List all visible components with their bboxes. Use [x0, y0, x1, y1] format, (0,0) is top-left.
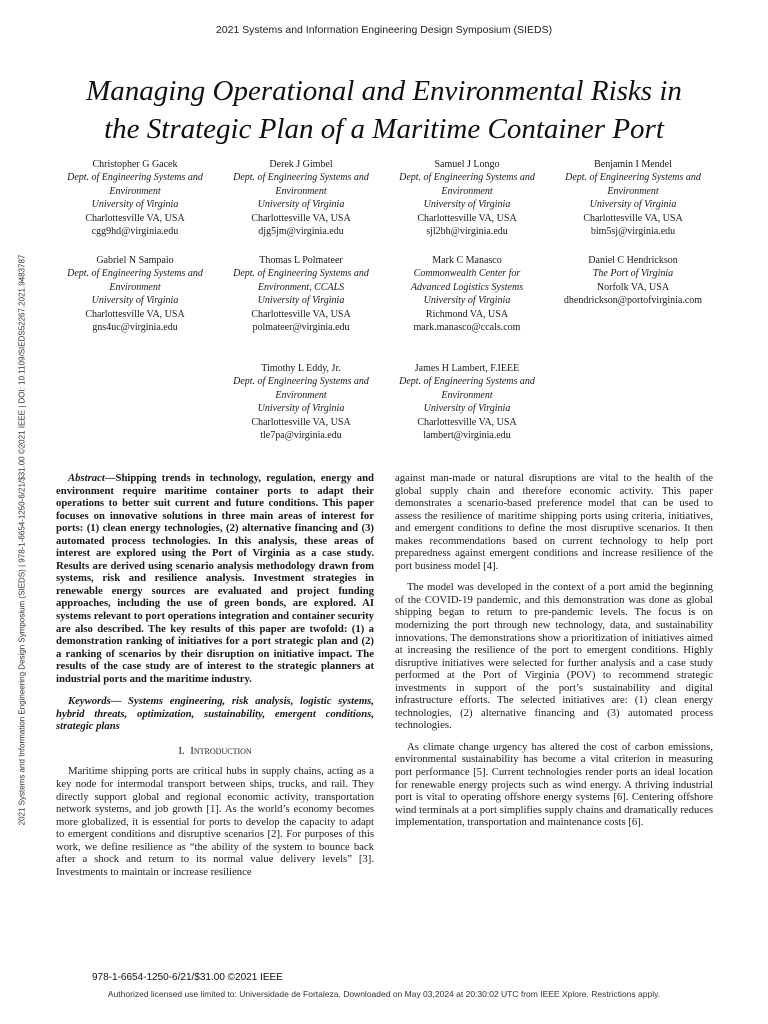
author-location: Charlottesville VA, USA — [251, 212, 351, 224]
author-email[interactable]: polmateer@virginia.edu — [252, 322, 350, 334]
author-email[interactable]: mark.manasco@ccals.com — [413, 322, 521, 334]
doi-sidebar-text: 2021 Systems and Information Engineering Design Symposium (SIEDS) | 978-1-6654-1250-6/21/$31.00 ©2021 IEEE | DOI: 10.1109/SIEDS52267.2021.9483787 — [17, 254, 27, 826]
author-affiliation: Commonwealth Center for — [413, 268, 521, 280]
paper-title — [40, 72, 728, 148]
author-location: Charlottesville VA, USA — [85, 212, 185, 224]
author-university: University of Virginia — [257, 403, 345, 415]
author-block — [382, 254, 552, 334]
author-name: Gabriel N Sampaio — [96, 255, 174, 266]
author-affiliation: Dept. of Engineering Systems and — [233, 172, 369, 184]
author-name: Thomas L Polmateer — [259, 255, 343, 266]
footer-copyright: 978-1-6654-1250-6/21/$31.00 ©2021 IEEE — [92, 972, 283, 983]
author-affiliation: Dept. of Engineering Systems and — [399, 376, 535, 388]
right-column — [395, 472, 713, 838]
author-affiliation: Environment — [441, 185, 493, 197]
footer-license: Authorized licensed use limited to: Universidade de Fortaleza. Downloaded on May 03,2024 at 20:30:02 UTC from IEEE Xplore. Restrictions apply. — [107, 989, 661, 999]
abstract — [56, 472, 374, 685]
author-block — [216, 254, 386, 334]
author-affiliation: Environment, CCALS — [257, 281, 345, 293]
author-affiliation: Dept. of Engineering Systems and — [233, 376, 369, 388]
author-block — [548, 254, 718, 308]
author-name: Derek J Gimbel — [269, 159, 333, 170]
author-block — [50, 158, 220, 238]
title-line-2: the Strategic Plan of a Maritime Container Port — [104, 113, 664, 145]
author-university: University of Virginia — [423, 403, 511, 415]
author-email[interactable]: sjl2bh@virginia.edu — [426, 226, 508, 238]
author-name: Timothy L Eddy, Jr. — [261, 363, 341, 374]
intro-paragraph: The model was developed in the context of a port amid the beginning of the COVID-19 pandemic, and this demonstration was done as global shipping began to return to pre-pandemic levels. The focus is on modernizing the port through new technology, data, and sustainability innovations. The demonstrations show a prioritization of initiatives aimed at increasing the resilience of the port to emergent conditions. Highly disruptive initiatives were selected for further analysis and a case study performed at the Port of Virginia (POV) to recommend strategic investments in support of the port’s sustainability and digital infrastructure efforts. The selected initiatives are: (1) clean energy technologies, (2) alternative financing and (3) automated process technologies. — [395, 581, 713, 732]
author-affiliation: Dept. of Engineering Systems and — [565, 172, 701, 184]
author-email[interactable]: djg5jm@virginia.edu — [258, 226, 344, 238]
author-university: University of Virginia — [91, 295, 179, 307]
author-block — [382, 158, 552, 238]
author-location: Charlottesville VA, USA — [251, 308, 351, 320]
author-email[interactable]: cgg9hd@virginia.edu — [91, 226, 179, 238]
author-location: Norfolk VA, USA — [596, 281, 670, 293]
author-email[interactable]: dhendrickson@portofvirginia.com — [563, 295, 703, 307]
author-location: Charlottesville VA, USA — [417, 212, 517, 224]
intro-paragraph: As climate change urgency has altered the cost of carbon emissions, environmental sustainability has become a vital criterion in measuring port performance [5]. Current technologies render ports an ideal location for renewable energy projects such as wind energy. A thriving industrial port is vital to operating offshore energy systems [6]. Centering offshore wind terminals at a port simplifies supply chains and dramatically reduces implementation, transportation and maintenance costs [6]. — [395, 740, 713, 829]
author-name: James H Lambert, F.IEEE — [414, 363, 520, 374]
author-affiliation: The Port of Virginia — [592, 268, 674, 280]
keywords: Keywords— Systems engineering, risk analysis, logistic systems, hybrid threats, optimization, sustainability, emergent conditions, strategic plans — [56, 695, 374, 733]
author-affiliation: Environment — [275, 389, 327, 401]
intro-paragraph-continued: against man-made or natural disruptions are vital to the health of the global supply chain and therefore economic activity. This paper demonstrates a scenario-based preference model that can be used to assess the resilience of maritime shipping ports using criteria, initiatives, and emergent conditions to define the most disruptive scenarios. It then makes recommendations based on current technology to help port preparedness against emergent conditions and increase resilience of the port business model [4]. — [395, 472, 713, 572]
author-block — [50, 254, 220, 334]
author-affiliation: Dept. of Engineering Systems and — [67, 172, 203, 184]
author-affiliation: Environment — [109, 185, 161, 197]
author-university: University of Virginia — [257, 199, 345, 211]
author-email[interactable]: gns4uc@virginia.edu — [92, 322, 178, 334]
author-name: Benjamin I Mendel — [594, 159, 672, 170]
author-email[interactable]: bim5sj@virginia.edu — [590, 226, 676, 238]
author-affiliation: Environment — [607, 185, 659, 197]
section-number: I. — [178, 744, 185, 757]
section-title: Introduction — [190, 744, 252, 757]
author-block — [216, 362, 386, 442]
author-location: Charlottesville VA, USA — [85, 308, 185, 320]
author-university: University of Virginia — [257, 295, 345, 307]
author-location: Charlottesville VA, USA — [417, 416, 517, 428]
author-university: University of Virginia — [423, 295, 511, 307]
author-email[interactable]: lambert@virginia.edu — [423, 430, 511, 442]
author-name: Daniel C Hendrickson — [588, 255, 678, 266]
author-email[interactable]: tle7pa@virginia.edu — [260, 430, 342, 442]
author-affiliation: Advanced Logistics Systems — [410, 281, 524, 293]
author-block — [216, 158, 386, 238]
author-university: University of Virginia — [91, 199, 179, 211]
author-name: Mark C Manasco — [432, 255, 502, 266]
author-name: Samuel J Longo — [434, 159, 500, 170]
author-affiliation: Dept. of Engineering Systems and — [399, 172, 535, 184]
abstract-text: —Shipping trends in technology, regulation, energy and environment require maritime container ports to adapt their operations to better suit current and future conditions. This paper focuses on innovative solutions in three main areas of interest for ports: (1) clean energy technologies, (2) alternative financing and (3) automated process technologies. In this analysis, these areas of interest are explored using the Port of Virginia as a case study. Results are derived using scenario analysis methodology drawn from systems, risk and resilience analysis. Investment strategies in renewable energy sources are evaluated and project funding approaches, including the use of green bonds, are explored. AI systems relevant to port operations integration and container security are also described. The key results of this paper are twofold: (1) a demonstration ranking of initiatives for a port strategic plan and (2) a ranking of scenarios by their disruption on initiative impact. The results of the case study are of interest to the strategic planners at industrial ports and the maritime industry. — [56, 472, 374, 685]
author-name: Christopher G Gacek — [92, 159, 178, 170]
title-line-1: Managing Operational and Environmental Risks in — [86, 75, 682, 107]
author-affiliation: Environment — [441, 389, 493, 401]
author-university: University of Virginia — [589, 199, 677, 211]
author-location: Charlottesville VA, USA — [583, 212, 683, 224]
section-heading — [56, 745, 374, 758]
left-column — [56, 472, 374, 887]
author-affiliation: Environment — [109, 281, 161, 293]
author-affiliation: Dept. of Engineering Systems and — [233, 268, 369, 280]
author-affiliation: Dept. of Engineering Systems and — [67, 268, 203, 280]
abstract-label: Abstract — [68, 472, 105, 484]
author-university: University of Virginia — [423, 199, 511, 211]
author-block — [382, 362, 552, 442]
author-affiliation: Environment — [275, 185, 327, 197]
intro-paragraph: Maritime shipping ports are critical hubs in supply chains, acting as a key node for intermodal transport between ships, trucks, and rail. They directly support global and regional economic activity, transportation network systems, and job growth [1]. As the world’s economy becomes more globalized, it is essential for ports to develop the capacity to adapt to emergent conditions and disruptive scenarios [2]. For purposes of this work, we define resilience as “the ability of the system to bounce back after a shock and return to its normal value delivery levels” [3]. Investments to maintain or increase resilience — [56, 765, 374, 878]
author-location: Charlottesville VA, USA — [251, 416, 351, 428]
conference-header: 2021 Systems and Information Engineering Design Symposium (SIEDS) — [215, 24, 553, 36]
author-block — [548, 158, 718, 238]
author-location: Richmond VA, USA — [425, 308, 509, 320]
